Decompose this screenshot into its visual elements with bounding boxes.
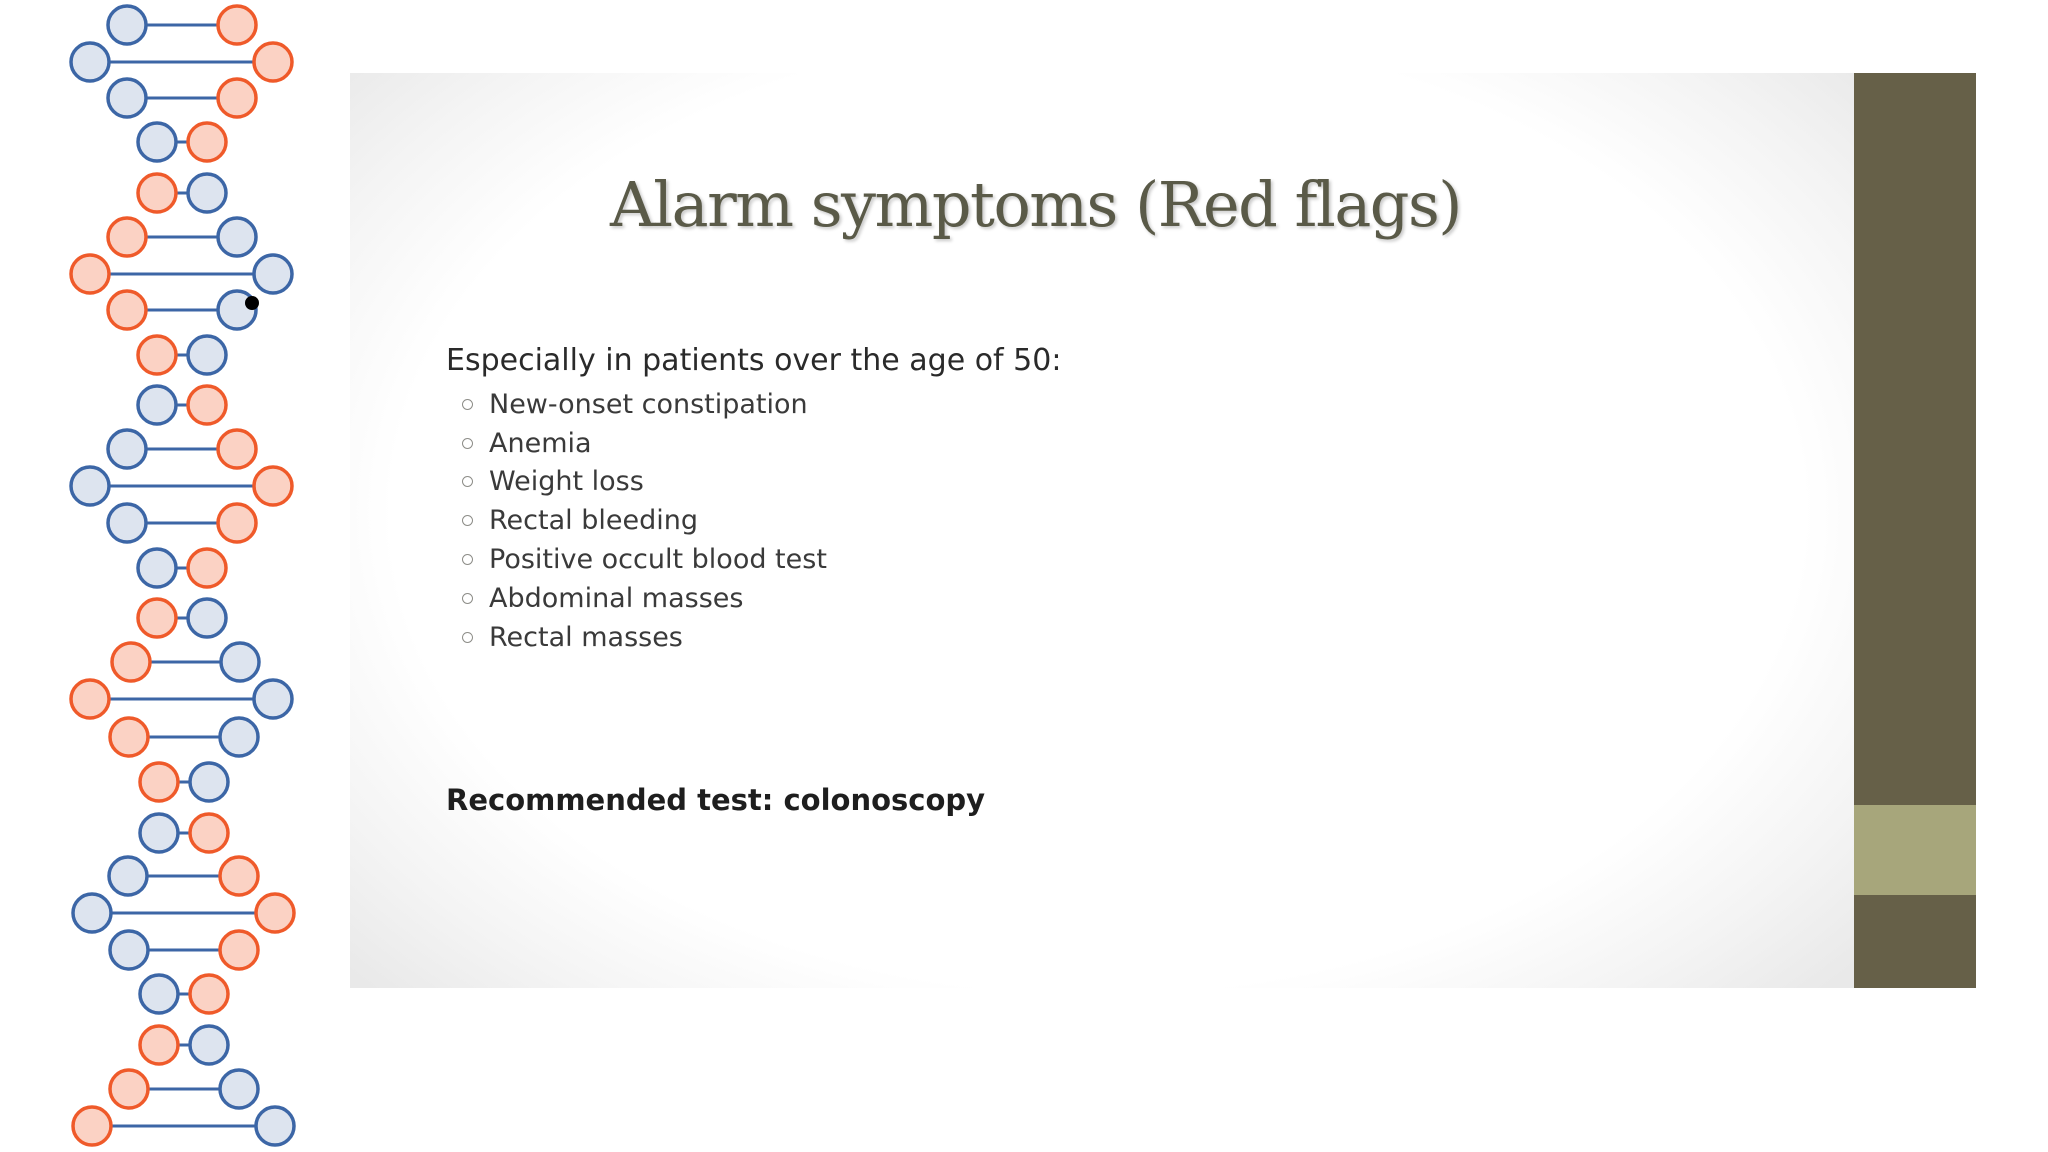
circle-bullet-icon bbox=[462, 438, 473, 449]
dna-blue-node bbox=[138, 123, 176, 161]
dna-rung bbox=[140, 1026, 228, 1064]
symptom-list bbox=[446, 385, 1546, 657]
dna-rung bbox=[71, 467, 292, 505]
dna-blue-node bbox=[221, 643, 259, 681]
dna-orange-node bbox=[188, 386, 226, 424]
dna-orange-node bbox=[218, 504, 256, 542]
dna-blue-node bbox=[109, 857, 147, 895]
list-item bbox=[462, 618, 1546, 657]
circle-bullet-icon bbox=[462, 632, 473, 643]
circle-bullet-icon bbox=[462, 554, 473, 565]
dna-blue-node bbox=[108, 6, 146, 44]
dna-orange-node bbox=[254, 467, 292, 505]
mouse-pointer-icon bbox=[245, 296, 259, 310]
dna-rung bbox=[140, 975, 228, 1013]
slide-title: Alarm symptoms (Red flags) bbox=[610, 168, 1461, 241]
dna-orange-node bbox=[256, 894, 294, 932]
dna-orange-node bbox=[140, 763, 178, 801]
dna-orange-node bbox=[110, 1070, 148, 1108]
dna-orange-node bbox=[220, 931, 258, 969]
dna-rung bbox=[138, 599, 226, 637]
dna-rung bbox=[140, 814, 228, 852]
dna-orange-node bbox=[220, 857, 258, 895]
dna-orange-node bbox=[138, 174, 176, 212]
symptom-label: Anemia bbox=[489, 427, 592, 459]
dna-rung bbox=[138, 123, 226, 161]
dna-rung bbox=[108, 504, 256, 542]
dna-blue-node bbox=[108, 79, 146, 117]
dna-orange-node bbox=[108, 291, 146, 329]
dna-rung bbox=[138, 386, 226, 424]
dna-rung bbox=[71, 680, 292, 718]
dna-rung bbox=[71, 255, 292, 293]
dna-orange-node bbox=[71, 680, 109, 718]
symptom-label: Weight loss bbox=[489, 466, 644, 498]
dna-blue-node bbox=[71, 467, 109, 505]
dna-rung bbox=[112, 643, 259, 681]
dna-blue-node bbox=[108, 504, 146, 542]
dna-blue-node bbox=[138, 386, 176, 424]
dna-blue-node bbox=[220, 1070, 258, 1108]
dna-orange-node bbox=[218, 6, 256, 44]
dna-rung bbox=[138, 174, 226, 212]
dna-rung bbox=[108, 79, 256, 117]
dna-rung bbox=[108, 6, 256, 44]
dna-rung bbox=[73, 1107, 294, 1145]
dna-blue-node bbox=[138, 549, 176, 587]
dna-rung bbox=[71, 43, 292, 81]
dna-rung bbox=[73, 894, 294, 932]
intro-text: Especially in patients over the age of 50: bbox=[446, 343, 1062, 378]
dna-blue-node bbox=[73, 894, 111, 932]
dna-orange-node bbox=[218, 430, 256, 468]
dna-blue-node bbox=[218, 218, 256, 256]
dna-blue-node bbox=[190, 1026, 228, 1064]
dna-rung bbox=[110, 718, 258, 756]
dna-orange-node bbox=[218, 79, 256, 117]
symptom-label: New-onset constipation bbox=[489, 388, 808, 420]
dna-orange-node bbox=[110, 718, 148, 756]
symptom-label: Abdominal masses bbox=[489, 582, 744, 614]
dna-orange-node bbox=[190, 975, 228, 1013]
symptom-label: Rectal masses bbox=[489, 621, 683, 653]
dna-rung bbox=[108, 218, 256, 256]
dna-rung bbox=[140, 763, 228, 801]
dna-rung bbox=[110, 931, 258, 969]
list-item bbox=[462, 424, 1546, 463]
dna-blue-node bbox=[140, 975, 178, 1013]
dna-rung bbox=[138, 549, 226, 587]
dna-blue-node bbox=[188, 599, 226, 637]
dna-blue-node bbox=[220, 718, 258, 756]
dna-rung bbox=[108, 291, 256, 329]
circle-bullet-icon bbox=[462, 399, 473, 410]
dna-orange-node bbox=[138, 599, 176, 637]
dna-orange-node bbox=[188, 549, 226, 587]
presentation-slide bbox=[350, 73, 1976, 988]
slide-sidebar-accent bbox=[1854, 805, 1976, 895]
dna-orange-node bbox=[140, 1026, 178, 1064]
dna-blue-node bbox=[108, 430, 146, 468]
dna-rung bbox=[108, 430, 256, 468]
dna-blue-node bbox=[71, 43, 109, 81]
dna-blue-node bbox=[140, 814, 178, 852]
dna-rung bbox=[110, 1070, 258, 1108]
slide-sidebar-bar bbox=[1854, 73, 1976, 988]
dna-orange-node bbox=[138, 336, 176, 374]
circle-bullet-icon bbox=[462, 593, 473, 604]
symptom-label: Positive occult blood test bbox=[489, 544, 827, 576]
list-item bbox=[462, 501, 1546, 540]
dna-orange-node bbox=[112, 643, 150, 681]
dna-blue-node bbox=[256, 1107, 294, 1145]
dna-rung bbox=[109, 857, 258, 895]
list-item bbox=[462, 385, 1546, 424]
dna-orange-node bbox=[190, 814, 228, 852]
dna-helix-decoration bbox=[0, 0, 320, 1152]
dna-orange-node bbox=[73, 1107, 111, 1145]
dna-blue-node bbox=[188, 336, 226, 374]
dna-blue-node bbox=[190, 763, 228, 801]
symptom-label: Rectal bleeding bbox=[489, 505, 698, 537]
dna-orange-node bbox=[108, 218, 146, 256]
list-item bbox=[462, 579, 1546, 618]
dna-blue-node bbox=[110, 931, 148, 969]
list-item bbox=[462, 463, 1546, 502]
dna-blue-node bbox=[254, 255, 292, 293]
slide-body bbox=[446, 337, 1546, 657]
recommendation-text: Recommended test: colonoscopy bbox=[446, 783, 986, 817]
dna-orange-node bbox=[254, 43, 292, 81]
dna-rung bbox=[138, 336, 226, 374]
dna-orange-node bbox=[71, 255, 109, 293]
dna-blue-node bbox=[254, 680, 292, 718]
dna-orange-node bbox=[188, 123, 226, 161]
dna-blue-node bbox=[188, 174, 226, 212]
circle-bullet-icon bbox=[462, 476, 473, 487]
list-item bbox=[462, 540, 1546, 579]
circle-bullet-icon bbox=[462, 515, 473, 526]
